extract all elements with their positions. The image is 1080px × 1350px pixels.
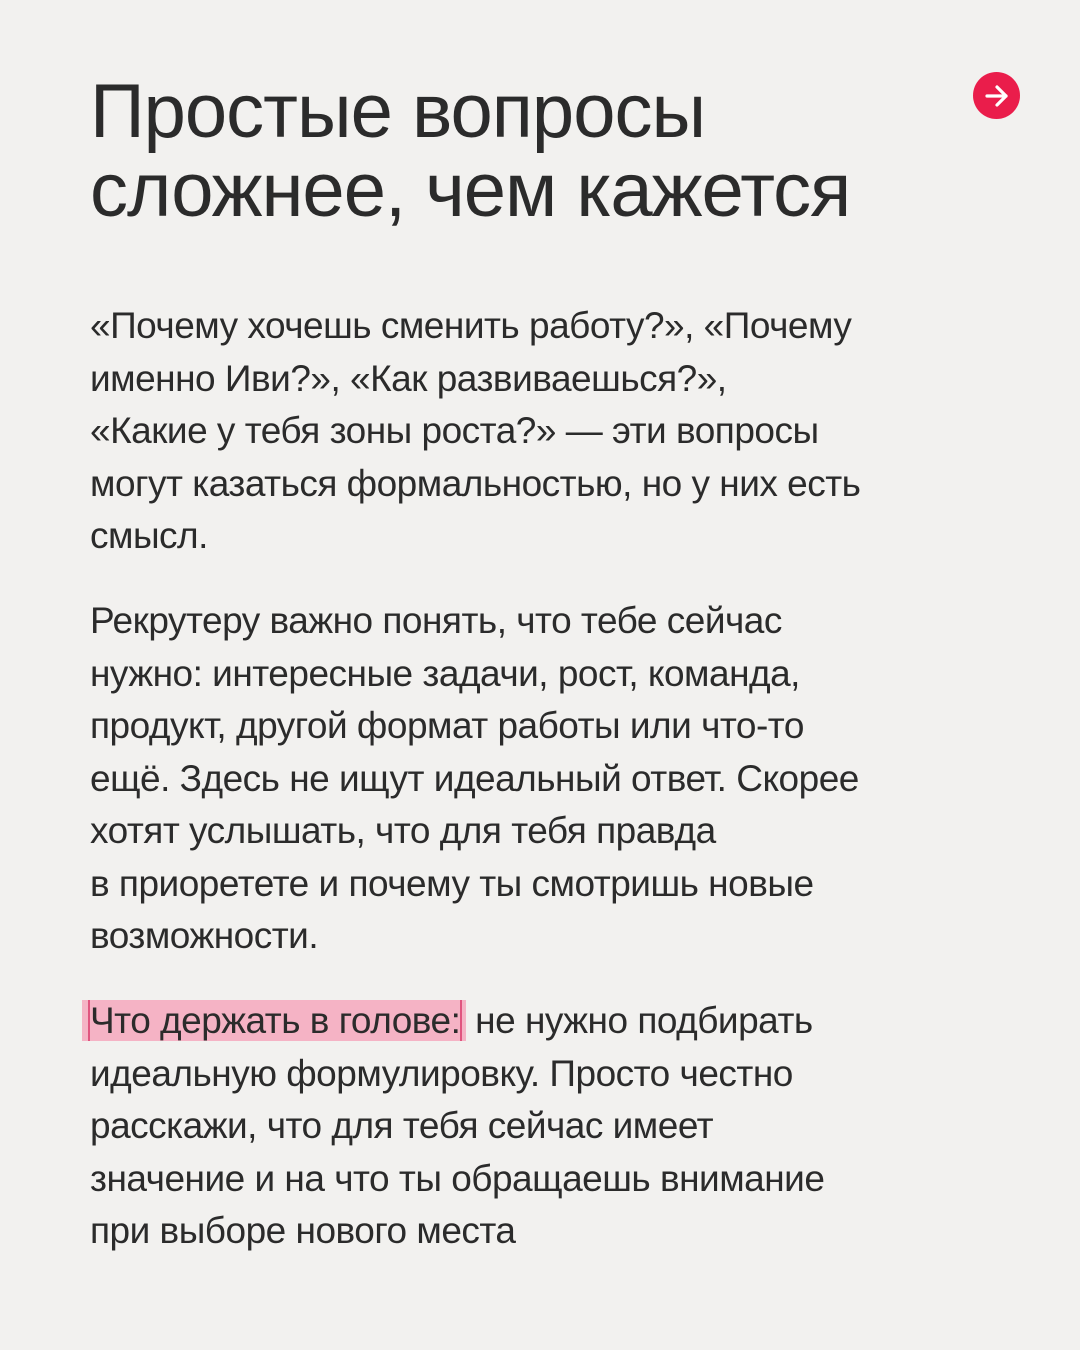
title-line-2: сложнее, чем кажется (90, 148, 851, 233)
text-line: продукт, другой формат работы или что-то (90, 705, 804, 746)
text-line: значение и на что ты обращаешь внимание (90, 1157, 825, 1199)
text-line: могут казаться формальностью, но у них есть (90, 462, 861, 504)
highlighted-text[interactable]: Что держать в голове: (90, 1000, 461, 1041)
text-line: ещё. Здесь не ищут идеальный ответ. Скорее (90, 757, 859, 799)
text-line: именно Иви?», «Как развиваешься?», (90, 357, 727, 399)
text-line (90, 995, 990, 1048)
text-line: Рекрутеру важно понять, что тебе сейчас (90, 600, 782, 641)
text-line-rest: не нужно подбирать (475, 1000, 813, 1041)
text-line: хотят услышать, что для тебя правда (90, 810, 716, 851)
next-slide-button[interactable] (973, 72, 1020, 119)
text-line: расскажи, что для тебя сейчас имеет (90, 1105, 714, 1146)
text-line: идеальную формулировку. Просто честно (90, 1052, 793, 1094)
arrow-right-icon (982, 81, 1012, 111)
text-line: возможности. (90, 915, 319, 956)
page-title (90, 69, 950, 233)
title-line-1: Простые вопросы (90, 69, 706, 154)
text-line: «Какие у тебя зоны роста?» — эти вопросы (90, 410, 819, 451)
text-line: при выборе нового места (90, 1210, 516, 1251)
paragraph-tip (90, 995, 990, 1258)
text-line: нужно: интересные задачи, рост, команда, (90, 652, 800, 694)
text-line: «Почему хочешь сменить работу?», «Почему (90, 305, 852, 346)
text-line: смысл. (90, 515, 208, 556)
text-line: в приоретете и почему ты смотришь новые (90, 862, 814, 904)
paragraph-questions (90, 300, 990, 563)
paragraph-recruiter (90, 595, 990, 963)
